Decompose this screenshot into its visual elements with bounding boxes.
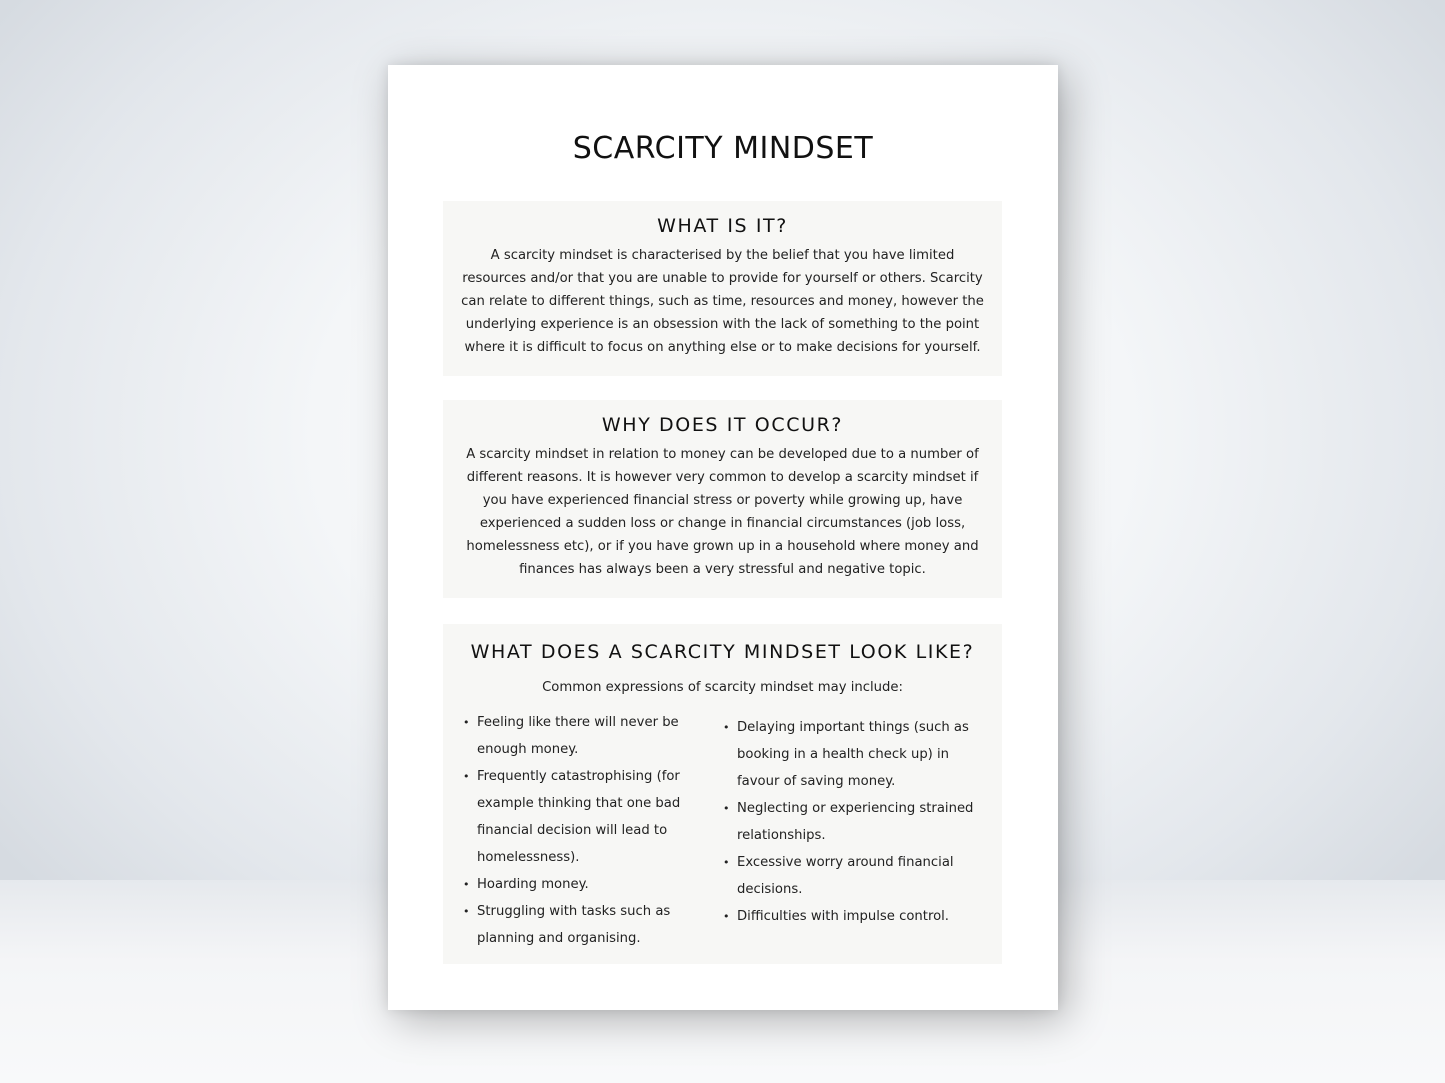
list-item bbox=[463, 871, 685, 898]
list-item bbox=[723, 714, 985, 795]
bullet-icon: • bbox=[723, 802, 730, 815]
section-intro: Common expressions of scarcity mindset may include: bbox=[542, 680, 903, 695]
section-body: A scarcity mindset in relation to money can be developed due to a number of different reasons. It is however very common to develop a scarcity mindset if you have experienced financial stress or poverty while growing up, have experienced a sudden loss or change in financial circumstances (job loss, homelessness etc), or if you have grown up in a household where money and finances has always been a very stressful and negative topic. bbox=[466, 447, 979, 577]
list-item-text: Feeling like there will never be enough money. bbox=[477, 715, 679, 757]
list-item-text: Frequently catastrophising (for example thinking that one bad financial decision will lead to homelessness). bbox=[477, 769, 681, 865]
bullet-icon: • bbox=[723, 856, 730, 869]
section-what-does-it-look-like bbox=[443, 624, 1002, 964]
list-item-text: Difficulties with impulse control. bbox=[737, 909, 950, 924]
list-item-text: Hoarding money. bbox=[477, 877, 589, 892]
bullet-icon: • bbox=[463, 878, 470, 891]
section-heading: WHY DOES IT OCCUR? bbox=[601, 414, 844, 436]
page-title: SCARCITY MINDSET bbox=[572, 131, 874, 166]
list-item-text: Excessive worry around financial decisions. bbox=[737, 855, 954, 897]
section-body: A scarcity mindset is characterised by the belief that you have limited resources and/or that you are unable to provide for yourself or others. Scarcity can relate to different things, such as time, resources and money, however the underlying experience is an obsession with the lack of something to the point where it is difficult to focus on anything else or to make decisions for yourself. bbox=[461, 248, 984, 355]
list-item bbox=[463, 763, 685, 871]
bullet-icon: • bbox=[723, 721, 730, 734]
section-what-is-it bbox=[443, 201, 1002, 376]
bullet-list-left bbox=[463, 709, 685, 952]
bullet-list-right bbox=[723, 714, 985, 930]
bullet-icon: • bbox=[463, 770, 470, 783]
section-heading: WHAT DOES A SCARCITY MINDSET LOOK LIKE? bbox=[470, 641, 975, 663]
list-item-text: Delaying important things (such as booking in a health check up) in favour of saving money. bbox=[737, 720, 969, 789]
list-item bbox=[723, 903, 985, 930]
section-why-does-it-occur bbox=[443, 400, 1002, 598]
list-item bbox=[723, 795, 985, 849]
section-heading: WHAT IS IT? bbox=[657, 215, 788, 237]
list-item bbox=[463, 898, 685, 952]
document-page bbox=[388, 65, 1058, 1010]
list-item-text: Neglecting or experiencing strained relationships. bbox=[737, 801, 974, 843]
bullet-icon: • bbox=[723, 910, 730, 923]
list-item-text: Struggling with tasks such as planning and organising. bbox=[477, 904, 671, 946]
list-item bbox=[463, 709, 685, 763]
bullet-icon: • bbox=[463, 716, 470, 729]
bullet-icon: • bbox=[463, 905, 470, 918]
list-item bbox=[723, 849, 985, 903]
